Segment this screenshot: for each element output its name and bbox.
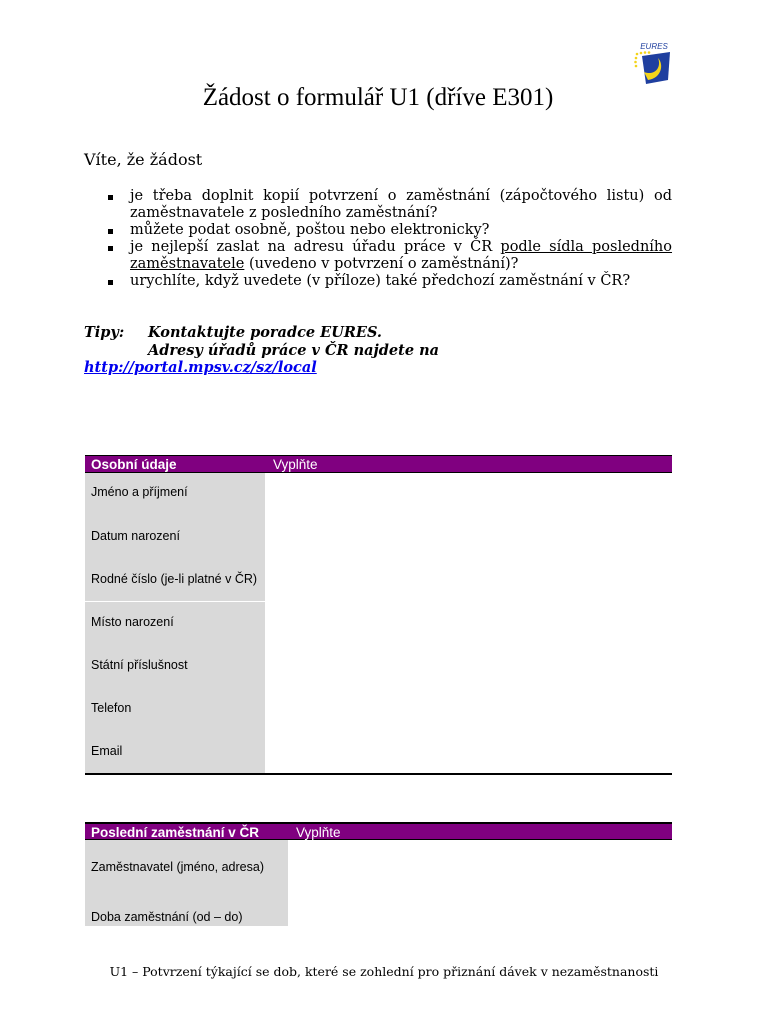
employment-table xyxy=(85,822,672,926)
field-label-employer: Zaměstnavatel (jméno, adresa) xyxy=(91,860,264,874)
page-title: Žádost o formulář U1 (dříve E301) xyxy=(202,84,554,111)
field-label-name: Jméno a příjmení xyxy=(91,485,188,499)
portal-link[interactable]: http://portal.mpsv.cz/sz/local xyxy=(84,359,317,376)
divider xyxy=(85,601,265,602)
bullet-icon xyxy=(108,246,113,251)
bullet-icon xyxy=(108,229,113,234)
tips-label: Tipy: xyxy=(84,324,125,341)
list-item: urychlíte, když uvedete (v příloze) také předchozí zaměstnání v ČR? xyxy=(106,273,672,290)
list-item: je třeba doplnit kopií potvrzení o zaměstnání (zápočtového listu) od zaměstnavatele z posledního zaměstnání? xyxy=(106,188,672,222)
personal-data-header: Osobní údaje Vyplňte xyxy=(85,455,672,473)
personal-data-table xyxy=(85,455,672,777)
field-label-citizenship: Státní příslušnost xyxy=(91,658,188,672)
svg-text:EURES: EURES xyxy=(640,42,668,51)
field-label-birth-number: Rodné číslo (je-li platné v ČR) xyxy=(91,572,258,586)
eures-logo xyxy=(632,42,676,88)
tips-block xyxy=(84,324,439,377)
table-bottom-border xyxy=(85,773,672,775)
employment-header: Poslední zaměstnání v ČR Vyplňte xyxy=(85,822,672,840)
field-label-phone: Telefon xyxy=(91,701,132,715)
tips-line1: Kontaktujte poradce EURES. xyxy=(148,324,382,341)
bullet-icon xyxy=(108,195,113,200)
field-label-birthplace: Místo narození xyxy=(91,615,174,629)
page-footer: U1 – Potvrzení týkající se dob, které se zohlední pro přiznání dávek v nezaměstnanosti xyxy=(109,964,659,979)
field-label-employment-period: Doba zaměstnání (od – do) xyxy=(91,910,243,924)
list-item: je nejlepší zaslat na adresu úřadu práce v ČR podle sídla posledního zaměstnavatele (uvedeno v potvrzení o zaměstnání)? xyxy=(106,239,672,273)
field-label-birthdate: Datum narození xyxy=(91,529,180,543)
requirements-list xyxy=(106,188,672,290)
tips-line2: Adresy úřadů práce v ČR najdete na xyxy=(148,341,440,359)
intro-text: Víte, že žádost xyxy=(84,150,203,169)
list-item: můžete podat osobně, poštou nebo elektronicky? xyxy=(106,222,672,239)
field-label-email: Email xyxy=(91,744,123,758)
bullet-icon xyxy=(108,280,113,285)
